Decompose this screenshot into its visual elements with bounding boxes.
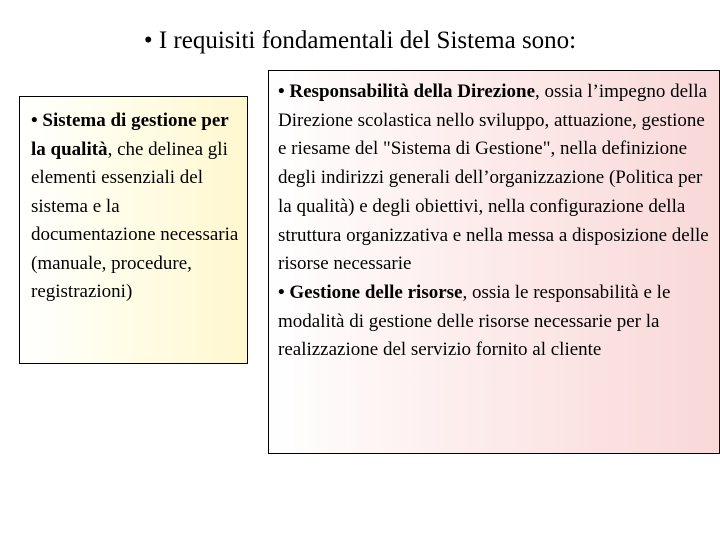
quality-system-heading: Sistema di gestione per la qualità <box>31 110 229 160</box>
resource-management-heading: Gestione delle risorse <box>289 281 463 303</box>
bullet: • <box>278 281 285 303</box>
quality-system-paragraph <box>31 107 239 307</box>
management-responsibility-description: , ossia l’impegno della Direzione scolastica nello sviluppo, attuazione, gestione e riesame del "Sistema di Gestione", nella definizione degli indirizzi generali dell’organizzazione (Politica per la qualità) e degli obiettivi, nella configurazione della struttura organizzativa e nella messa a disposizione delle risorse necessarie <box>278 81 709 275</box>
bullet: • <box>278 81 285 102</box>
quality-system-description: , che delinea gli elementi essenziali del sistema e la documentazione necessaria (manuale, procedure, registrazioni) <box>31 138 239 302</box>
resource-management-paragraph <box>278 279 715 365</box>
quality-system-box <box>19 96 248 364</box>
management-responsibility-paragraph <box>278 78 715 279</box>
resource-management-description: , ossia le responsabilità e le modalità di gestione delle risorse necessarie per la realizzazione del servizio fornito al cliente <box>278 281 671 361</box>
slide-title: • I requisiti fondamentali del Sistema sono: <box>143 27 577 54</box>
management-responsibility-heading: Responsabilità della Direzione <box>289 81 536 102</box>
bullet: • <box>31 110 38 131</box>
requirements-box <box>268 70 720 454</box>
